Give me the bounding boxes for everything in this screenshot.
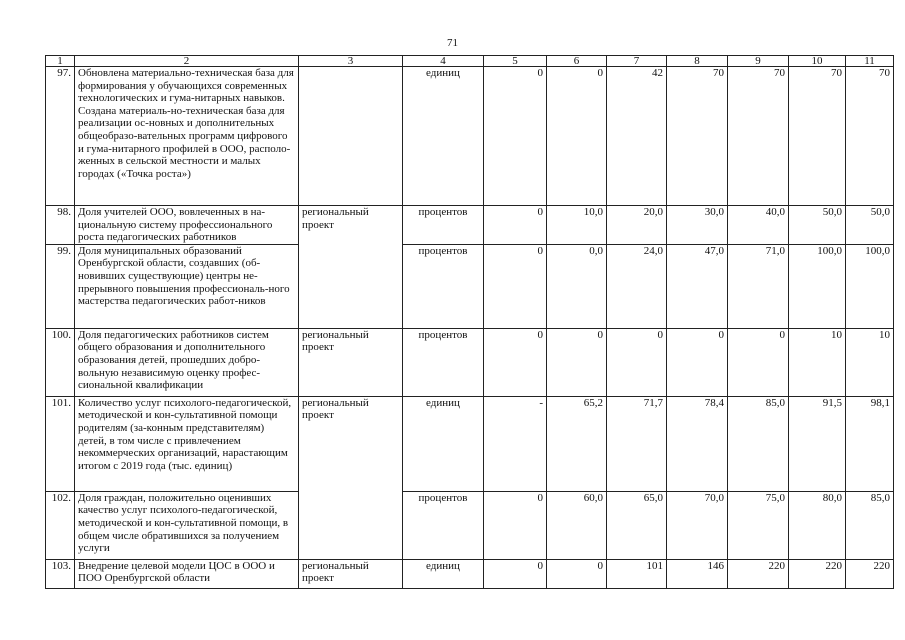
table-row — [46, 491, 894, 559]
row-value: 30,0 — [667, 206, 728, 245]
row-value: 0 — [547, 67, 607, 206]
row-project — [299, 491, 403, 559]
row-unit: процентов — [403, 206, 484, 245]
row-description: Доля педагогических работников систем общего образования и дополнительного образования детей, прошедших добро-вольную независимую оценку профес-сиональной квалификации — [75, 328, 299, 396]
row-value: 0 — [484, 206, 547, 245]
row-project: региональный проект — [299, 328, 403, 396]
row-unit: процентов — [403, 491, 484, 559]
row-value: 40,0 — [728, 206, 789, 245]
row-value: 65,0 — [607, 491, 667, 559]
row-number: 101. — [46, 396, 75, 491]
row-unit: процентов — [403, 244, 484, 328]
column-header: 11 — [846, 56, 894, 67]
row-project: региональный проект — [299, 396, 403, 491]
row-value: 20,0 — [607, 206, 667, 245]
row-value: 50,0 — [846, 206, 894, 245]
row-value: 100,0 — [846, 244, 894, 328]
row-value: 70 — [728, 67, 789, 206]
column-header: 5 — [484, 56, 547, 67]
header-row — [46, 56, 894, 67]
row-value: 70 — [789, 67, 846, 206]
row-value: 24,0 — [607, 244, 667, 328]
row-unit: единиц — [403, 396, 484, 491]
row-value: 85,0 — [728, 396, 789, 491]
row-number: 103. — [46, 559, 75, 588]
row-value: 50,0 — [789, 206, 846, 245]
row-value: 0 — [484, 328, 547, 396]
table-row — [46, 244, 894, 328]
row-number: 98. — [46, 206, 75, 245]
row-description: Доля учителей ООО, вовлеченных в на-циональную систему профессионального роста педагогических работников — [75, 206, 299, 245]
column-header: 9 — [728, 56, 789, 67]
row-value: 70 — [667, 67, 728, 206]
row-project: региональный проект — [299, 559, 403, 588]
row-value: 42 — [607, 67, 667, 206]
row-value: 71,7 — [607, 396, 667, 491]
table-row — [46, 559, 894, 588]
column-header: 7 — [607, 56, 667, 67]
row-unit: процентов — [403, 328, 484, 396]
row-description: Доля муниципальных образований Оренбургской области, создавших (об-новивших существующие) центры не-прерывного повышения профессиональ-ного мастерства педагогических работ-ников — [75, 244, 299, 328]
row-description: Внедрение целевой модели ЦОС в ООО и ПОО Оренбургской области — [75, 559, 299, 588]
column-header: 3 — [299, 56, 403, 67]
row-value: 0,0 — [547, 244, 607, 328]
row-number: 99. — [46, 244, 75, 328]
row-value: 0 — [484, 491, 547, 559]
row-description: Количество услуг психолого-педагогической, методической и кон-сультативной помощи родителям (за-конным представителям) детей, в том числе с привлечением некоммерческих организаций, нарастающим итогом с 2019 года (тыс. единиц) — [75, 396, 299, 491]
row-description: Доля граждан, положительно оценивших качество услуг психолого-педагогической, методической и кон-сультативной помощи, в общем числе обратившихся за получением услуги — [75, 491, 299, 559]
row-value: 0 — [728, 328, 789, 396]
row-unit: единиц — [403, 67, 484, 206]
table-row — [46, 396, 894, 491]
row-value: 91,5 — [789, 396, 846, 491]
row-value: 0 — [547, 559, 607, 588]
row-value: 65,2 — [547, 396, 607, 491]
table-row — [46, 328, 894, 396]
column-header: 8 — [667, 56, 728, 67]
row-value: 0 — [607, 328, 667, 396]
page-number: 71 — [447, 37, 458, 49]
row-number: 100. — [46, 328, 75, 396]
column-header: 2 — [75, 56, 299, 67]
row-value: - — [484, 396, 547, 491]
row-value: 98,1 — [846, 396, 894, 491]
column-header: 1 — [46, 56, 75, 67]
row-value: 100,0 — [789, 244, 846, 328]
row-value: 70,0 — [667, 491, 728, 559]
row-value: 0 — [667, 328, 728, 396]
row-value: 80,0 — [789, 491, 846, 559]
row-value: 85,0 — [846, 491, 894, 559]
column-header: 4 — [403, 56, 484, 67]
row-value: 220 — [728, 559, 789, 588]
row-value: 0 — [484, 559, 547, 588]
row-value: 220 — [789, 559, 846, 588]
row-value: 60,0 — [547, 491, 607, 559]
row-value: 75,0 — [728, 491, 789, 559]
row-value: 220 — [846, 559, 894, 588]
table-row — [46, 206, 894, 245]
row-unit: единиц — [403, 559, 484, 588]
row-value: 10 — [789, 328, 846, 396]
row-value: 10,0 — [547, 206, 607, 245]
column-header: 10 — [789, 56, 846, 67]
table-row — [46, 67, 894, 206]
row-value: 146 — [667, 559, 728, 588]
row-value: 0 — [484, 244, 547, 328]
row-value: 78,4 — [667, 396, 728, 491]
row-description: Обновлена материально-техническая база для формирования у обучающихся современных технологических и гума-нитарных навыков. Создана материаль-но-техническая база для реализации ос-новных и дополнительных общеобразо-вательных программ цифрового и гума-нитарного профилей в ООО, располо-женных в сельской местности и малых городах («Точка роста») — [75, 67, 299, 206]
row-value: 71,0 — [728, 244, 789, 328]
row-number: 97. — [46, 67, 75, 206]
row-project — [299, 67, 403, 206]
row-project — [299, 244, 403, 328]
row-number: 102. — [46, 491, 75, 559]
row-value: 70 — [846, 67, 894, 206]
row-value: 47,0 — [667, 244, 728, 328]
row-value: 0 — [484, 67, 547, 206]
column-header: 6 — [547, 56, 607, 67]
indicators-table — [45, 55, 894, 589]
row-value: 0 — [547, 328, 607, 396]
row-value: 10 — [846, 328, 894, 396]
row-value: 101 — [607, 559, 667, 588]
row-project: региональный проект — [299, 206, 403, 245]
